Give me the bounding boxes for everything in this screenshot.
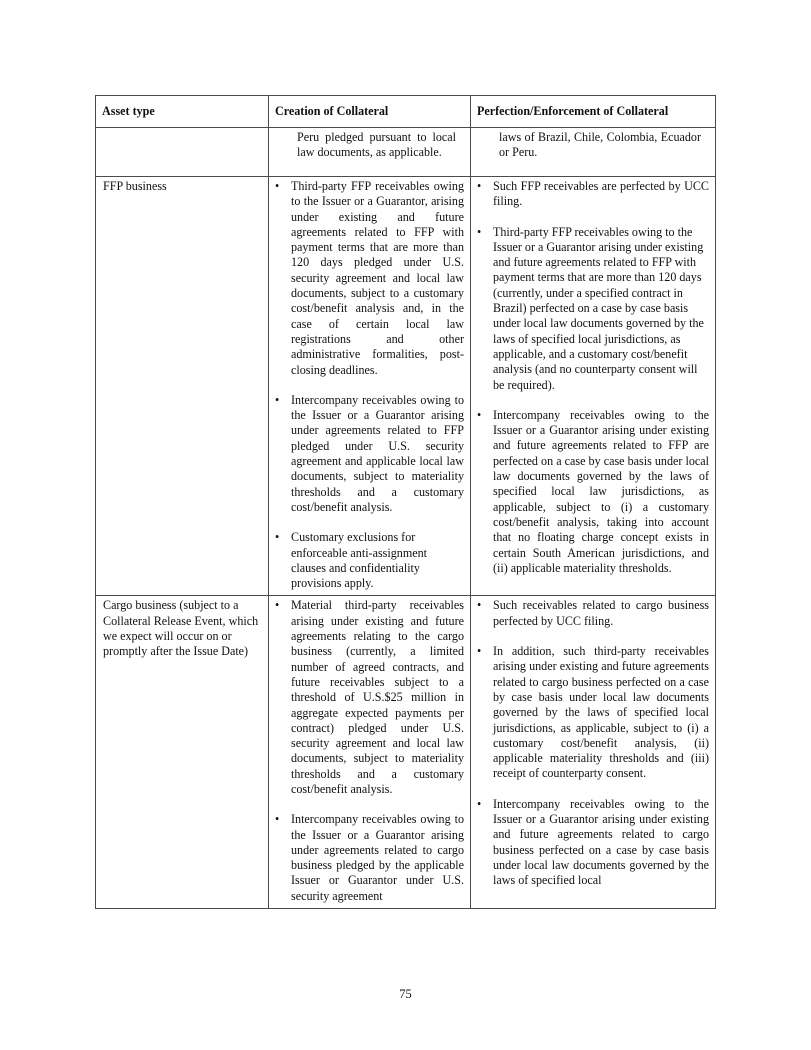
continuation-creation-text: Peru pledged pursuant to local law documents, as applicable. [297, 130, 456, 160]
list-item-text: Intercompany receivables owing to the Issuer or a Guarantor arising under existing and future agreements related to FFP are perfected on a case by case basis under local law documents governed by the laws of specified local law jurisdictions, as applicable, subject to (i) a customary cost/benefit analysis, taking into account that no floating charge concept exists in certain South American jurisdictions, and (ii) applicable materiality thresholds. [493, 407, 709, 575]
creation-list [275, 598, 464, 904]
continuation-creation-cell [269, 128, 471, 177]
bullet-icon: • [477, 179, 482, 193]
list-item-text: Such receivables related to cargo business perfected by UCC filing. [493, 598, 709, 628]
list-item-text: Intercompany receivables owing to the Issuer or a Guarantor arising under agreements related to cargo business pledged by the applicable Issuer or Guarantor under U.S. security agreement [291, 812, 464, 903]
list-item-text: Intercompany receivables owing to the Issuer or a Guarantor arising under existing and future agreements related to cargo business perfected on a case by case basis under local law documents governed by the laws of specified local [493, 796, 709, 888]
list-item-text: Such FFP receivables are perfected by UCC filing. [493, 179, 709, 209]
bullet-icon: • [275, 598, 280, 613]
continuation-asset-cell [96, 128, 269, 177]
bullet-icon: • [275, 812, 280, 827]
list-item-text: Third-party FFP receivables owing to the Issuer or a Guarantor arising under existing and future agreements related to FFP with payment terms that are more than 120 days (currently, under a specified contract in Brazil) perfected on a case by case basis under local law documents governed by the laws of specified local jurisdictions, as applicable, and a customary cost/benefit analysis (and no counterparty consent will be required). [493, 224, 704, 392]
header-perfection: Perfection/Enforcement of Collateral [471, 96, 716, 128]
list-item [477, 179, 709, 210]
perfection-cell [471, 596, 716, 909]
bullet-icon: • [275, 179, 280, 193]
bullet-icon: • [477, 796, 482, 811]
list-item [477, 225, 709, 393]
header-creation: Creation of Collateral [269, 96, 471, 128]
list-item [275, 598, 464, 797]
collateral-table [95, 95, 716, 909]
bullet-icon: • [477, 644, 482, 659]
asset-type-cell: Cargo business (subject to a Collateral Release Event, which we expect will occur on or promptly after the Issue Date) [96, 596, 269, 909]
creation-cell [269, 177, 471, 596]
list-item-text: Material third-party receivables arising under existing and future agreements relating to the cargo business (currently, a limited number of agreed contracts, and future receivables subject to a threshold of U.S.$25 million in aggregate expected payments per contract) pledged under U.S. security agreement and local law documents, subject to materiality thresholds and a customary cost/benefit analysis. [291, 598, 464, 796]
list-item-text: Customary exclusions for enforceable anti-assignment clauses and confidentiality provisions apply. [291, 530, 427, 591]
table-header-row [96, 96, 716, 128]
list-item [275, 179, 464, 378]
creation-list [275, 179, 464, 591]
list-item [477, 598, 709, 629]
bullet-icon: • [275, 530, 280, 545]
creation-cell [269, 596, 471, 909]
bullet-icon: • [477, 598, 482, 613]
table-row [96, 177, 716, 596]
list-item-text: In addition, such third-party receivables arising under existing and future agreements related to cargo business perfected on a case by case basis under local law documents governed by the laws of specified local jurisdictions, as applicable, subject to (i) a customary cost/benefit analysis, (ii) applicable materiality thresholds and (iii) receipt of counterparty consent. [493, 644, 709, 781]
continuation-perfection-cell [471, 128, 716, 177]
continuation-perfection-text: laws of Brazil, Chile, Colombia, Ecuador or Peru. [499, 130, 701, 160]
bullet-icon: • [275, 392, 280, 407]
list-item [477, 644, 709, 782]
perfection-list [477, 179, 709, 576]
perfection-list [477, 598, 709, 888]
page-number: 75 [399, 987, 412, 1001]
continuation-row [96, 128, 716, 177]
perfection-cell [471, 177, 716, 596]
list-item [477, 797, 709, 889]
table-row [96, 596, 716, 909]
list-item-text: Third-party FFP receivables owing to the Issuer or a Guarantor, arising under existing and future agreements related to FFP with payment terms that are more than 120 days pledged under U.S. security agreement and local law documents, subject to a customary cost/benefit analysis and, in the case of certain local law registrations and other administrative formalities, post-closing deadlines. [291, 179, 464, 377]
header-asset-type: Asset type [96, 96, 269, 128]
bullet-icon: • [477, 407, 482, 422]
list-item [275, 393, 464, 515]
list-item [477, 408, 709, 576]
list-item-text: Intercompany receivables owing to the Issuer or a Guarantor arising under agreements related to FFP pledged under U.S. security agreement and applicable local law documents, subject to materiality thresholds and a customary cost/benefit analysis. [291, 392, 464, 514]
list-item [275, 530, 464, 591]
list-item [275, 812, 464, 904]
bullet-icon: • [477, 224, 482, 239]
asset-type-cell: FFP business [96, 177, 269, 596]
